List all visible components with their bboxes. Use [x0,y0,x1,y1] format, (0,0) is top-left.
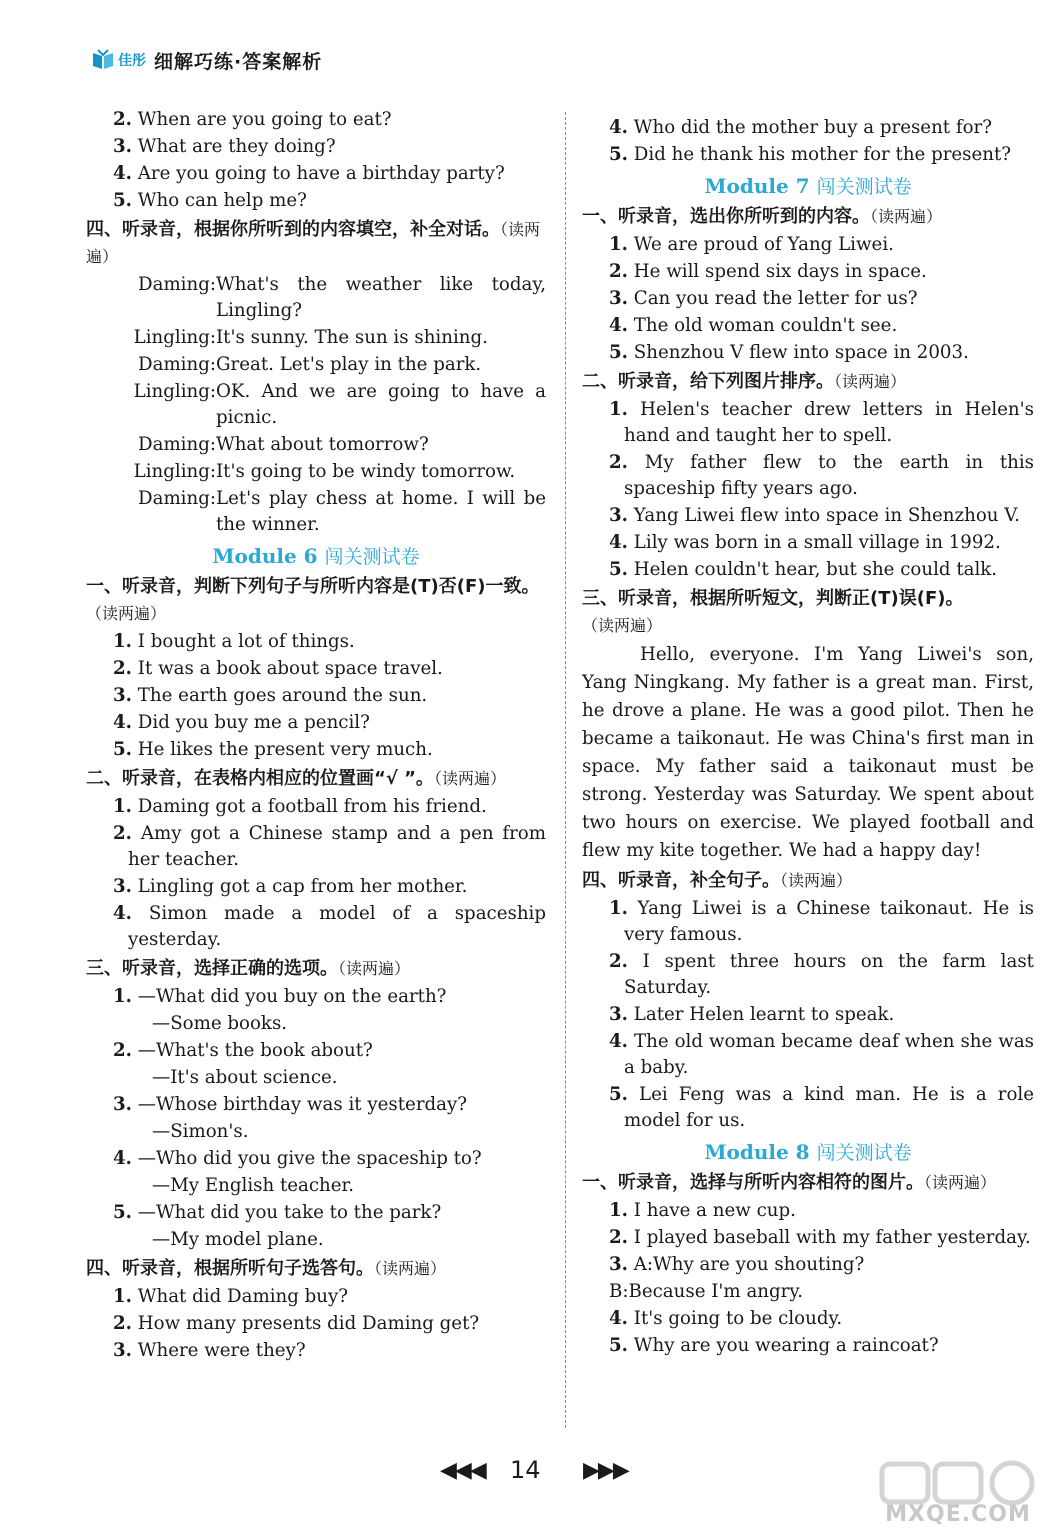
page-header [92,44,322,76]
list-item [86,629,546,655]
list-item [582,1082,1034,1134]
section-note: （读两遍） [780,871,853,890]
item-list [582,1198,1034,1359]
list-item [582,115,1034,141]
item-number: 3. [113,1094,132,1115]
question-text: —Whose birthday was it yesterday? [137,1094,468,1115]
speaker: Lingling: [133,327,216,348]
item-text: It's going to be cloudy. [633,1308,843,1329]
section-note: （读两遍） [86,220,541,266]
section-heading [582,368,1034,395]
item-text: Shenzhou V flew into space in 2003. [633,342,969,363]
item-number: 4. [113,903,132,924]
listening-passage: Hello, everyone. I'm Yang Liwei's son, Yang Ningkang. My father is a great man. First, he drove a plane. He was a good pilot. Then he became a taikonaut. He was China's first man in space. My father said a taikonaut must be strong. Yesterday was Saturday. We spent about two hours on exercise. We played football and flew my kite together. We had a happy day! [582,644,1034,861]
list-item [86,1200,546,1226]
item-text: Lily was born in a small village in 1992. [633,532,1001,553]
speaker: Daming: [138,434,216,455]
utterance: Let's play chess at home. I will be the winner. [216,488,546,535]
item-text: I bought a lot of things. [137,631,355,652]
left-top-items [86,107,546,214]
dialogue-line [86,379,546,431]
item-text: Can you read the letter for us? [633,288,918,309]
item-number: 4. [609,117,628,138]
item-number: 5. [113,190,132,211]
item-text: The old woman couldn't see. [633,315,898,336]
section-title: 一、听录音，选出你所听到的内容。 [582,206,870,227]
item-text: It was a book about space travel. [137,658,443,679]
item-number: 3. [609,288,628,309]
dialogue-line [86,272,546,324]
section-heading [86,765,546,792]
list-item [582,949,1034,1001]
item-text: Yang Liwei is a Chinese taikonaut. He is very famous. [624,898,1034,945]
list-item [86,161,546,187]
item-number: 4. [609,1308,628,1329]
speaker: Daming: [138,354,216,375]
utterance: What's the weather like today, Lingling? [216,274,546,321]
question-text: —Who did you give the spaceship to? [137,1148,482,1169]
list-item [582,340,1034,366]
item-text: Daming got a football from his friend. [137,796,487,817]
item-number: 1. [113,796,132,817]
section-title: 四、听录音，补全句子。 [582,870,780,891]
section-heading [582,585,1034,639]
answer-text: —Simon's. [152,1121,249,1142]
item-text: I played baseball with my father yesterday. [633,1227,1031,1248]
list-item [86,1038,546,1064]
list-item [582,1306,1034,1332]
item-number: 5. [609,1084,628,1105]
item-text: What did Daming buy? [137,1286,349,1307]
page-number: 14 [510,1456,541,1484]
speaker: Daming: [138,488,216,509]
module-title-cn: 闯关测试卷 [324,546,420,568]
item-number: 3. [113,136,132,157]
list-item [582,503,1034,529]
section-title: 一、听录音，选择与所听内容相符的图片。 [582,1172,924,1193]
right-column [582,114,1034,1360]
section-heading [582,1169,1034,1196]
list-item [86,656,546,682]
item-number: 4. [609,315,628,336]
section-note: （读两遍） [582,616,663,635]
item-number: 5. [609,1335,628,1356]
item-number: 1. [113,631,132,652]
module-title-en: Module 8 [704,1140,810,1164]
dialogue-line [86,432,546,458]
item-number: 5. [609,559,628,580]
item-text: Simon made a model of a spaceship yesterday. [128,903,546,950]
list-item [86,794,546,820]
section-title: 四、听录音，根据所听句子选答句。 [86,1258,374,1279]
section-heading [582,867,1034,894]
list-item [582,557,1034,583]
item-text: The old woman became deaf when she was a baby. [624,1031,1034,1078]
section-heading [86,1255,546,1282]
item-text: Helen's teacher drew letters in Helen's hand and taught her to spell. [624,399,1034,446]
question-text: —What did you buy on the earth? [137,986,447,1007]
section-heading [86,573,546,627]
item-text: He will spend six days in space. [633,261,927,282]
item-text: Who did the mother buy a present for? [633,117,993,138]
section-heading [86,955,546,982]
list-item [86,737,546,763]
utterance: It's going to be windy tomorrow. [216,461,516,482]
list-item [86,683,546,709]
item-number: 2. [609,951,628,972]
item-number: 4. [113,163,132,184]
item-number: 3. [609,1254,628,1275]
item-number: 2. [113,109,132,130]
item-text: Did you buy me a pencil? [137,712,370,733]
section-title: 四、听录音，根据你所听到的内容填空，补全对话。 [86,219,500,240]
column-divider [565,112,566,1428]
list-item [582,232,1034,258]
item-number: 4. [609,1031,628,1052]
item-list [582,232,1034,366]
item-number: 5. [113,739,132,760]
item-list [86,794,546,953]
list-item [582,1029,1034,1081]
section-note: （读两遍） [870,207,943,226]
qa-list [86,984,546,1253]
item-number: 3. [113,876,132,897]
item-text: B:Because I'm angry. [609,1281,803,1302]
dialogue-line [86,486,546,538]
question-text: —What's the book about? [137,1040,373,1061]
item-number: 3. [113,1340,132,1361]
item-text: Did he thank his mother for the present? [633,144,1012,165]
item-text: My father flew to the earth in this spaceship fifty years ago. [624,452,1034,499]
section-title: 三、听录音，根据所听短文，判断正(T)误(F)。 [582,588,964,609]
section-note: （读两遍） [433,769,506,788]
section-note: （读两遍） [338,959,411,978]
item-text: What are they doing? [137,136,336,157]
item-number: 3. [113,685,132,706]
item-number: 1. [113,986,132,1007]
right-top-items [582,115,1034,168]
item-text: Helen couldn't hear, but she could talk. [633,559,998,580]
item-text: The earth goes around the sun. [137,685,428,706]
item-number: 4. [609,532,628,553]
item-list [86,629,546,763]
item-text: Lei Feng was a kind man. He is a role model for us. [624,1084,1034,1131]
item-list [86,1284,546,1364]
speaker: Lingling: [133,461,216,482]
prev-arrows-icon: ◀◀◀ [440,1458,485,1483]
utterance: Great. Let's play in the park. [216,354,482,375]
list-item [582,1279,1034,1305]
section-title: 二、听录音，给下列图片排序。 [582,371,834,392]
list-item [582,286,1034,312]
list-item [582,397,1034,449]
brand-name: 佳彤 [118,53,146,69]
item-number: 2. [609,452,628,473]
item-number: 5. [113,1202,132,1223]
item-text: Amy got a Chinese stamp and a pen from her teacher. [128,823,546,870]
item-number: 4. [113,712,132,733]
dialogue [86,272,546,538]
module-title-en: Module 7 [704,174,810,198]
dialogue-line [86,352,546,378]
item-text: I spent three hours on the farm last Saturday. [624,951,1034,998]
list-item [86,1284,546,1310]
item-number: 2. [113,823,132,844]
item-number: 5. [609,144,628,165]
section-heading [582,203,1034,230]
section-note: （读两遍） [86,604,167,623]
section-heading [86,216,546,270]
item-number: 1. [609,399,628,420]
list-item [582,142,1034,168]
list-item [582,1225,1034,1251]
module-8-title [582,1138,1034,1167]
item-number: 5. [609,342,628,363]
speaker: Lingling: [133,381,216,402]
item-number: 2. [113,1313,132,1334]
item-number: 1. [609,234,628,255]
list-item [582,1333,1034,1359]
list-item [86,710,546,736]
item-list [582,397,1034,583]
list-item [86,134,546,160]
item-text: When are you going to eat? [137,109,392,130]
section-title: 一、听录音，判断下列句子与所听内容是(T)否(F)一致。 [86,576,540,597]
item-number: 2. [113,1040,132,1061]
item-number: 3. [609,1004,628,1025]
list-item [86,901,546,953]
left-column [86,106,546,1365]
item-text: He likes the present very much. [137,739,433,760]
item-text: A:Why are you shouting? [633,1254,865,1275]
answer-text: —It's about science. [152,1067,338,1088]
item-number: 2. [609,261,628,282]
item-text: Where were they? [137,1340,306,1361]
list-item [86,188,546,214]
module-6-title [86,542,546,571]
item-number: 3. [609,505,628,526]
list-item [582,1002,1034,1028]
module-7-title [582,172,1034,201]
list-item [582,1252,1034,1278]
section-note: （读两遍） [924,1173,997,1192]
module-title-cn: 闯关测试卷 [816,176,912,198]
list-item [582,259,1034,285]
next-arrows-icon: ▶▶▶ [583,1458,628,1483]
module-title-en: Module 6 [212,544,318,568]
list-item [582,313,1034,339]
item-number: 2. [113,658,132,679]
list-item [86,874,546,900]
item-text: Are you going to have a birthday party? [137,163,505,184]
speaker: Daming: [138,274,216,295]
list-item [582,1198,1034,1224]
list-item [86,1146,546,1172]
list-item [86,1311,546,1337]
utterance: What about tomorrow? [216,434,429,455]
item-list [582,896,1034,1134]
utterance: It's sunny. The sun is shining. [216,327,488,348]
list-item [582,450,1034,502]
item-number: 1. [609,1200,628,1221]
item-text: I have a new cup. [633,1200,796,1221]
item-text: Lingling got a cap from her mother. [137,876,468,897]
answer-text: —My English teacher. [152,1175,355,1196]
dialogue-line [86,459,546,485]
section-note: （读两遍） [374,1259,447,1278]
item-text: We are proud of Yang Liwei. [633,234,894,255]
item-text: Later Helen learnt to speak. [633,1004,895,1025]
question-text: —What did you take to the park? [137,1202,442,1223]
answer-text: —My model plane. [152,1229,324,1250]
item-text: How many presents did Daming get? [137,1313,480,1334]
list-item [582,896,1034,948]
item-text: Why are you wearing a raincoat? [633,1335,939,1356]
item-number: 1. [113,1286,132,1307]
item-text: Who can help me? [137,190,307,211]
section-title: 三、听录音，选择正确的选项。 [86,958,338,979]
module-title-cn: 闯关测试卷 [816,1142,912,1164]
watermark-url: MXQE.COM [885,1502,1031,1527]
list-item [86,821,546,873]
item-number: 2. [609,1227,628,1248]
dialogue-line [86,325,546,351]
series-title: 细解巧练·答案解析 [154,50,323,73]
item-number: 4. [113,1148,132,1169]
section-title: 二、听录音，在表格内相应的位置画“√ ”。 [86,768,434,789]
item-number: 1. [609,898,628,919]
list-item [86,1338,546,1364]
item-text: Yang Liwei flew into space in Shenzhou V. [633,505,1020,526]
list-item [86,1092,546,1118]
list-item [86,107,546,133]
list-item [86,984,546,1010]
section-note: （读两遍） [834,372,907,391]
utterance: OK. And we are going to have a picnic. [216,381,546,428]
book-logo-icon [92,49,114,71]
list-item [582,530,1034,556]
answer-text: —Some books. [152,1013,288,1034]
